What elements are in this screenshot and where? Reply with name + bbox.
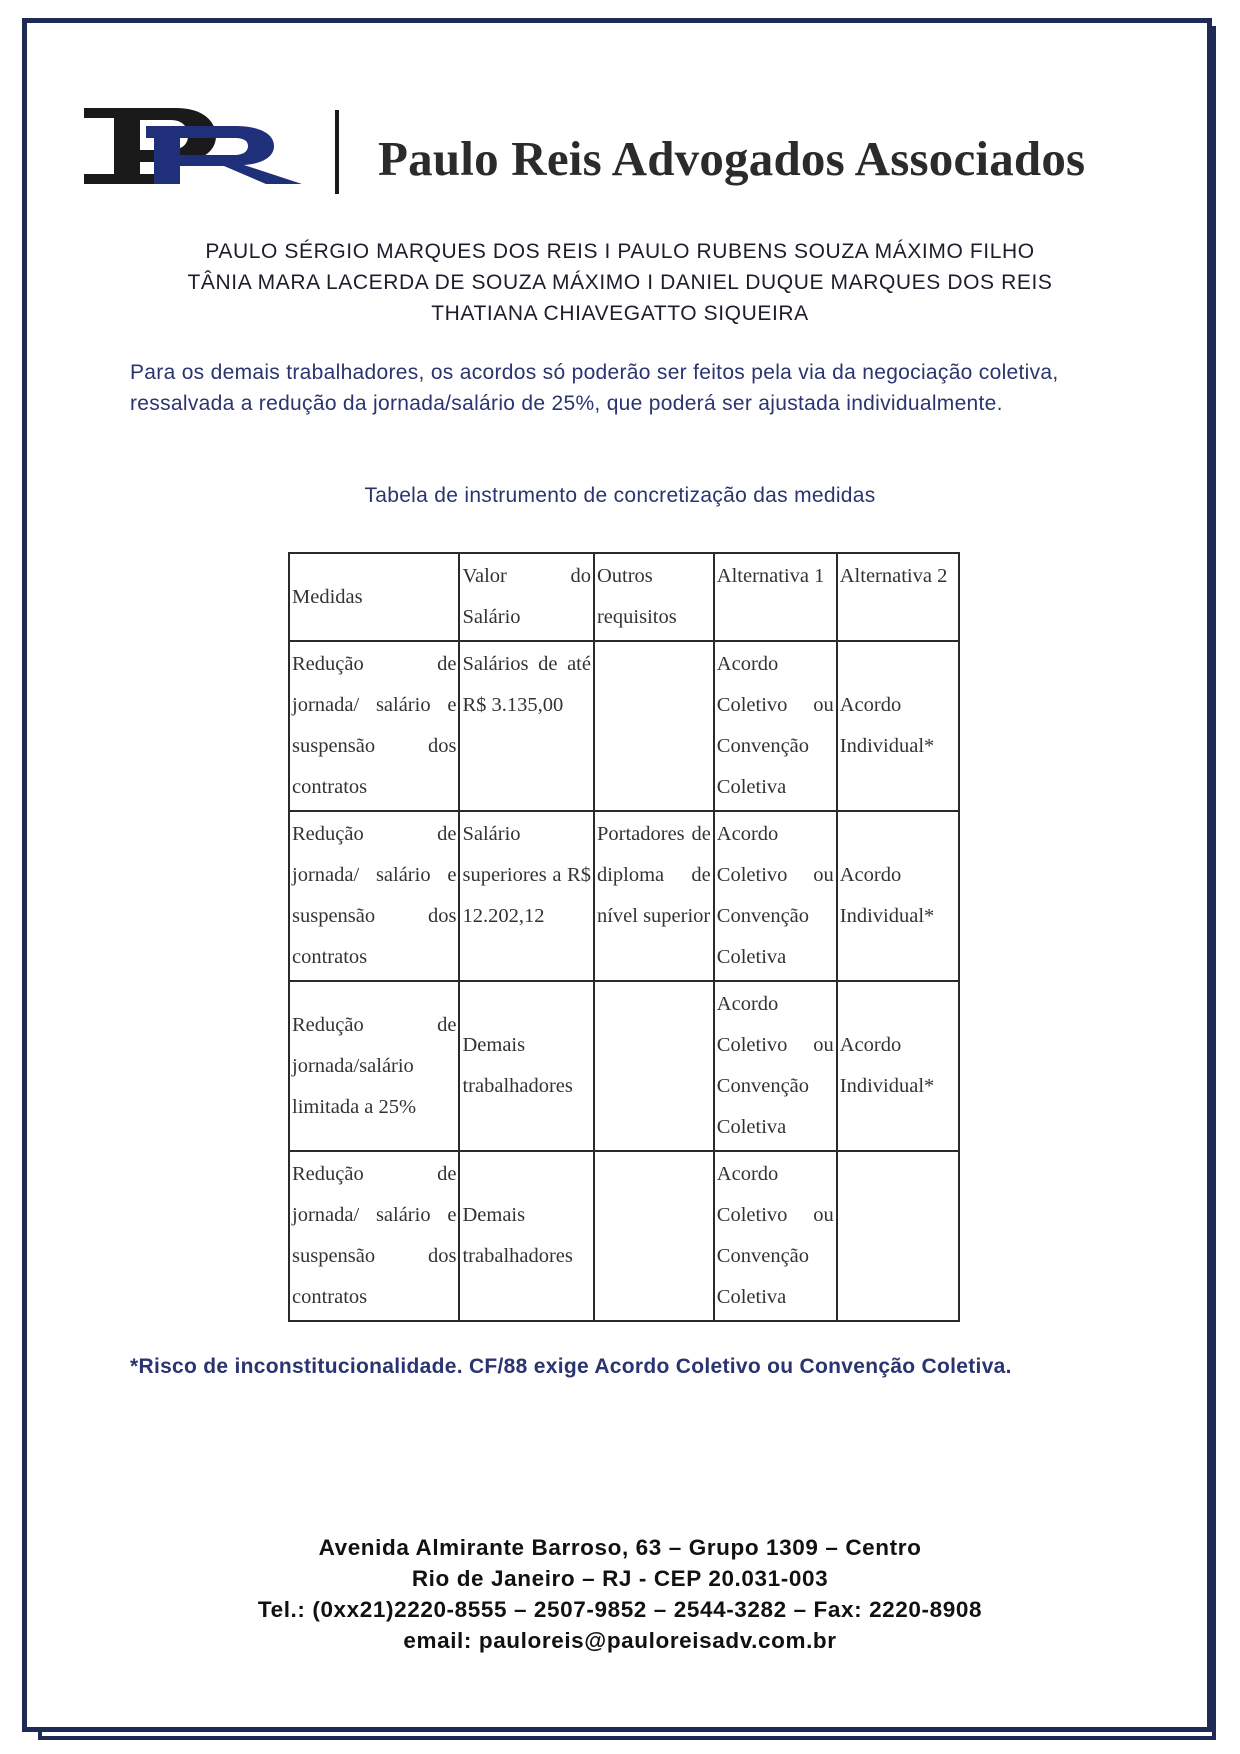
partners-line: TÂNIA MARA LACERDA DE SOUZA MÁXIMO I DANIEL DUQUE MARQUES DOS REIS (187, 271, 1053, 294)
table-caption: Tabela de instrumento de concretização das medidas (364, 484, 876, 507)
address-line: Rio de Janeiro – RJ - CEP 20.031-003 (411, 1566, 829, 1591)
logo-divider (335, 110, 339, 194)
table-cell (837, 1151, 959, 1321)
table-cell: Salário superiores a R$ 12.202,12 (459, 811, 594, 981)
header-cell: Outros requisitos (594, 553, 714, 641)
table-cell: Redução de jornada/ salário e suspensão dos contratos (289, 811, 459, 981)
email-line: email: pauloreis@pauloreisadv.com.br (403, 1628, 837, 1653)
partners-line: PAULO SÉRGIO MARQUES DOS REIS I PAULO RUBENS SOUZA MÁXIMO FILHO (205, 240, 1035, 263)
table-cell: Redução de jornada/ salário e suspensão dos contratos (289, 1151, 459, 1321)
table-cell: Acordo Coletivo ou Convenção Coletiva (714, 981, 837, 1151)
header-cell: Valor do Salário (459, 553, 594, 641)
table-cell: Acordo Coletivo ou Convenção Coletiva (714, 811, 837, 981)
table-cell: Redução de jornada/salário limitada a 25% (289, 981, 459, 1151)
table-cell: Acordo Individual* (837, 811, 959, 981)
table-cell (594, 641, 714, 811)
table-cell: Acordo Coletivo ou Convenção Coletiva (714, 1151, 837, 1321)
header-cell: Alternativa 2 (837, 553, 959, 641)
table-header-row (289, 553, 959, 641)
table-cell: Portadores de diploma de nível superior (594, 811, 714, 981)
header-cell: Alternativa 1 (714, 553, 837, 641)
table-cell (594, 1151, 714, 1321)
firm-logo (84, 104, 304, 186)
firm-name: Paulo Reis Advogados Associados (378, 131, 1086, 186)
table-cell: Redução de jornada/ salário e suspensão dos contratos (289, 641, 459, 811)
header-cell: Medidas (289, 553, 459, 641)
table-cell: Demais trabalhadores (459, 981, 594, 1151)
footnote: *Risco de inconstitucionalidade. CF/88 exige Acordo Coletivo ou Convenção Coletiva. (130, 1355, 1012, 1378)
address-line: Avenida Almirante Barroso, 63 – Grupo 1309 – Centro (318, 1535, 922, 1560)
intro-paragraph: Para os demais trabalhadores, os acordos só poderão ser feitos pela via da negociação coletiva, ressalvada a redução da jornada/salário de 25%, que poderá ser ajustada individualmente. (130, 361, 1059, 415)
table-row (289, 811, 959, 981)
table-cell (594, 981, 714, 1151)
table-row (289, 1151, 959, 1321)
table-row (289, 641, 959, 811)
partners-list (0, 236, 1240, 329)
partners-line: THATIANA CHIAVEGATTO SIQUEIRA (431, 302, 809, 325)
table-cell: Salários de até R$ 3.135,00 (459, 641, 594, 811)
footer-address (0, 1532, 1240, 1656)
table-cell: Acordo Individual* (837, 641, 959, 811)
table-row (289, 981, 959, 1151)
table-cell: Demais trabalhadores (459, 1151, 594, 1321)
measures-table (288, 552, 960, 1322)
table-cell: Acordo Individual* (837, 981, 959, 1151)
table-cell: Acordo Coletivo ou Convenção Coletiva (714, 641, 837, 811)
phone-line: Tel.: (0xx21)2220-8555 – 2507-9852 – 2544-3282 – Fax: 2220-8908 (257, 1597, 983, 1622)
